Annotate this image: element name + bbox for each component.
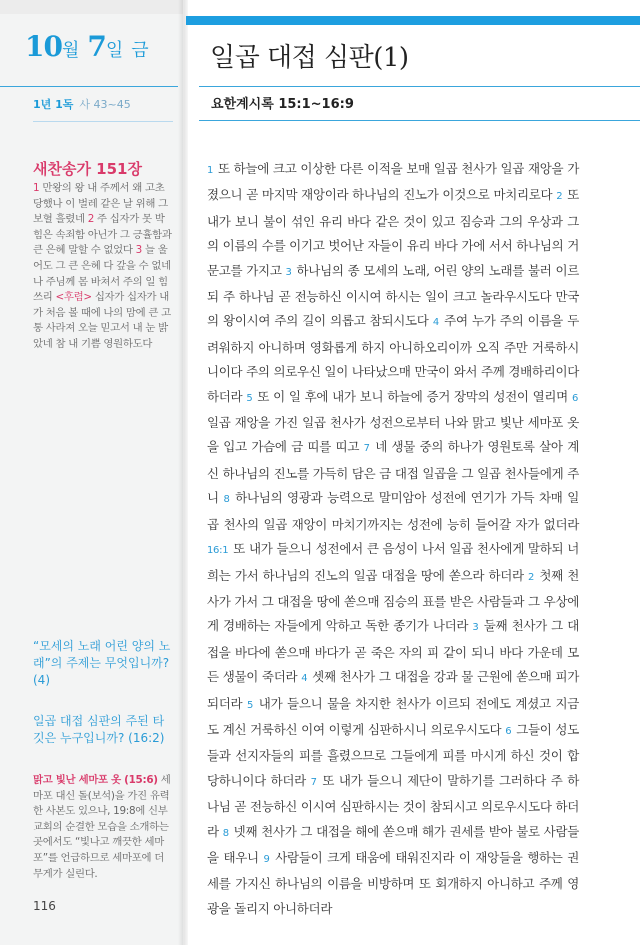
verse-text: 일곱 재앙을 가진 일곱 천사가 성전으로부터 나와 맑고 빛난 세마포 옷을 입고 가슴에 금 띠를 띠고 bbox=[207, 415, 579, 455]
page-number: 116 bbox=[33, 899, 56, 913]
verse-text: 또 하늘에 크고 이상한 다른 이적을 보매 일곱 천사가 일곱 재앙을 가졌으니 곧 마지막 재앙이라 하나님의 진노가 이것으로 마치리로다 bbox=[207, 161, 579, 203]
hymn-verse-number: 2 bbox=[87, 213, 95, 226]
passage-divider bbox=[199, 120, 640, 121]
verse-number: 4 bbox=[301, 673, 308, 685]
plan-divider bbox=[33, 121, 173, 122]
verse-text: 첫째 천사가 가서 그 대접을 땅에 쏟으매 짐승의 표를 받은 사람들과 그 우상에게 경배하는 자들에게 악하고 독한 종기가 나더라 bbox=[207, 567, 579, 634]
page-title: 일곱 대접 심판(1) bbox=[210, 43, 409, 73]
verse-text: 하나님의 종 모세의 노래, 어린 양의 노래를 불러 이르되 주 하나님 곧 전능하신 이시여 하시는 일이 크고 놀라우시도다 만국의 왕이시여 주의 길이 의롭고 참되시도다 bbox=[207, 262, 579, 329]
hymn-verse: 주 십자가 못 박힘은 속죄함 아닌가 그 긍휼함과 큰 은혜 말할 수 없었다 bbox=[33, 213, 172, 257]
verse-text: 둘째 천사가 그 대접을 바다에 쏟으매 바다가 곧 죽은 자의 피 같이 되니 바다 가운데 모든 생물이 죽더라 bbox=[207, 618, 580, 685]
verse-text: 사람들이 크게 태움에 태워진지라 이 재앙들을 행하는 권세를 가지신 하나님의 이름을 비방하며 또 회개하지 아니하고 주께 영광을 돌리지 아니하더라 bbox=[207, 849, 580, 916]
verse-text: 그들이 성도들과 선지자들의 피를 흘렸으므로 그들에게 피를 마시게 하신 것이 합당하니이다 하더라 bbox=[207, 721, 579, 788]
date-header bbox=[25, 30, 185, 63]
verse-number: 7 bbox=[363, 443, 370, 455]
note-body: 세마포 대신 돌(보석)을 가진 유력한 사본도 있으나, 19:8에 신부 교회의 순결한 모습을 소개하는 곳에서도 “빛나고 깨끗한 세마포”를 언급하므로 세마포에 더 무게가 실린다. bbox=[33, 774, 171, 880]
hymn-chorus-label: <후렴> bbox=[55, 291, 92, 304]
main-top-accent-bar bbox=[186, 16, 640, 25]
bible-reading-plan bbox=[33, 96, 131, 112]
verse-number: 3 bbox=[472, 622, 479, 634]
verse-text: 넷째 천사가 그 대접을 해에 쏟으매 해가 권세를 받아 불로 사람들을 태우니 bbox=[207, 823, 580, 865]
verse-text: 네 생물 중의 하나가 영원토록 살아 계신 하나님의 진노를 가득히 담은 금 대접 일곱을 그 일곱 천사들에게 주니 bbox=[207, 439, 579, 506]
question-1: “모세의 노래 어린 양의 노래”의 주제는 무엇입니까? (4) bbox=[33, 639, 171, 687]
verse-number: 8 bbox=[222, 827, 229, 839]
verse-number: 2 bbox=[528, 571, 535, 583]
title-divider bbox=[199, 86, 640, 87]
verse-number: 9 bbox=[263, 853, 270, 865]
verse-text: 또 이 일 후에 내가 보니 하늘에 증거 장막의 성전이 열리며 bbox=[253, 388, 572, 404]
verse-text: 또 내가 들으니 제단이 말하기를 그러하다 주 하나님 곧 전능하신 이시여 심판하시는 것이 참되시고 의로우시도다 하더라 bbox=[207, 772, 579, 839]
verse-text: 주여 누가 주의 이름을 두려워하지 아니하며 영화롭게 하지 아니하오리이까 오직 주만 거룩하시니이다 주의 의로우신 일이 나타났으매 만국이 와서 주께 경배하리이다 하더라 bbox=[207, 313, 580, 404]
date-divider bbox=[0, 86, 178, 87]
verse-text: 내가 들으니 물을 차지한 천사가 이르되 전에도 계셨고 지금도 계신 거룩하신 이여 이렇게 심판하시니 의로우시도다 bbox=[207, 695, 579, 737]
study-note bbox=[33, 773, 175, 882]
sidebar-top-band bbox=[0, 0, 183, 14]
verse-number: 5 bbox=[246, 392, 253, 404]
note-title: 맑고 빛난 세마포 옷 (15:6) bbox=[33, 774, 158, 786]
plan-reference: 사 43~45 bbox=[79, 98, 131, 111]
month-number: 10 bbox=[25, 30, 62, 63]
hymn-lyrics bbox=[33, 181, 173, 353]
verse-number: 6 bbox=[571, 392, 578, 404]
hymn-verse: 늘 울어도 그 큰 은혜 다 갚을 수 없네 나 주님께 몸 바쳐서 주의 일 힘쓰리 bbox=[33, 244, 171, 304]
verse-text: 또 내가 보니 불이 섞인 유리 바다 같은 것이 있고 짐승과 그의 우상과 그의 이름의 수를 이기고 벗어난 자들이 유리 바다 가에 서서 하나님의 거문고를 가지고 bbox=[207, 187, 579, 278]
plan-label: 1년 1독 bbox=[33, 98, 74, 111]
verse-number: 4 bbox=[432, 317, 439, 329]
page-fold-shadow bbox=[178, 0, 188, 945]
weekday: 금 bbox=[131, 40, 149, 61]
verse-number: 16:1 bbox=[207, 545, 229, 557]
hymn-verse: 만왕의 왕 내 주께서 왜 고초당했나 이 벌레 같은 날 위해 그 보혈 흘렸네 bbox=[33, 182, 168, 226]
hymn-verse-number: 3 bbox=[135, 244, 142, 257]
day-number: 7 bbox=[87, 30, 106, 63]
verse-number: 5 bbox=[247, 699, 254, 711]
question-2: 일곱 대접 심판의 주된 타깃은 누구입니까? (16:2) bbox=[33, 714, 165, 745]
verse-text: 하나님의 영광과 능력으로 말미암아 성전에 연기가 가득 차매 일곱 천사의 일곱 재앙이 마치기까지는 성전에 능히 들어갈 자가 없더라 bbox=[207, 490, 579, 532]
verse-number: 8 bbox=[223, 494, 230, 506]
month-unit: 월 bbox=[61, 40, 80, 61]
verse-text: 또 내가 들으니 성전에서 큰 음성이 나서 일곱 천사에게 말하되 너희는 가서 하나님의 진노의 일곱 대접을 땅에 쏟으라 하더라 bbox=[207, 541, 579, 583]
verse-number: 7 bbox=[310, 776, 317, 788]
hymn-verse-number: 1 bbox=[33, 182, 40, 194]
day-unit: 일 bbox=[105, 40, 124, 61]
scripture-text bbox=[207, 157, 579, 921]
hymn-title: 새찬송가 151장 bbox=[33, 160, 142, 178]
verse-number: 1 bbox=[207, 165, 214, 176]
verse-number: 2 bbox=[556, 191, 563, 203]
passage-reference: 요한계시록 15:1~16:9 bbox=[211, 97, 354, 112]
verse-text: 셋째 천사가 그 대접을 강과 물 근원에 쏟으매 피가 되더라 bbox=[207, 669, 580, 711]
verse-number: 6 bbox=[505, 725, 512, 737]
hymn-chorus: 십자가 십자가 내가 처음 볼 때에 나의 맘에 큰 고통 사라져 오늘 믿고서 내 눈 밝았네 참 내 기쁨 영원하도다 bbox=[33, 291, 171, 350]
verse-number: 3 bbox=[285, 266, 292, 278]
